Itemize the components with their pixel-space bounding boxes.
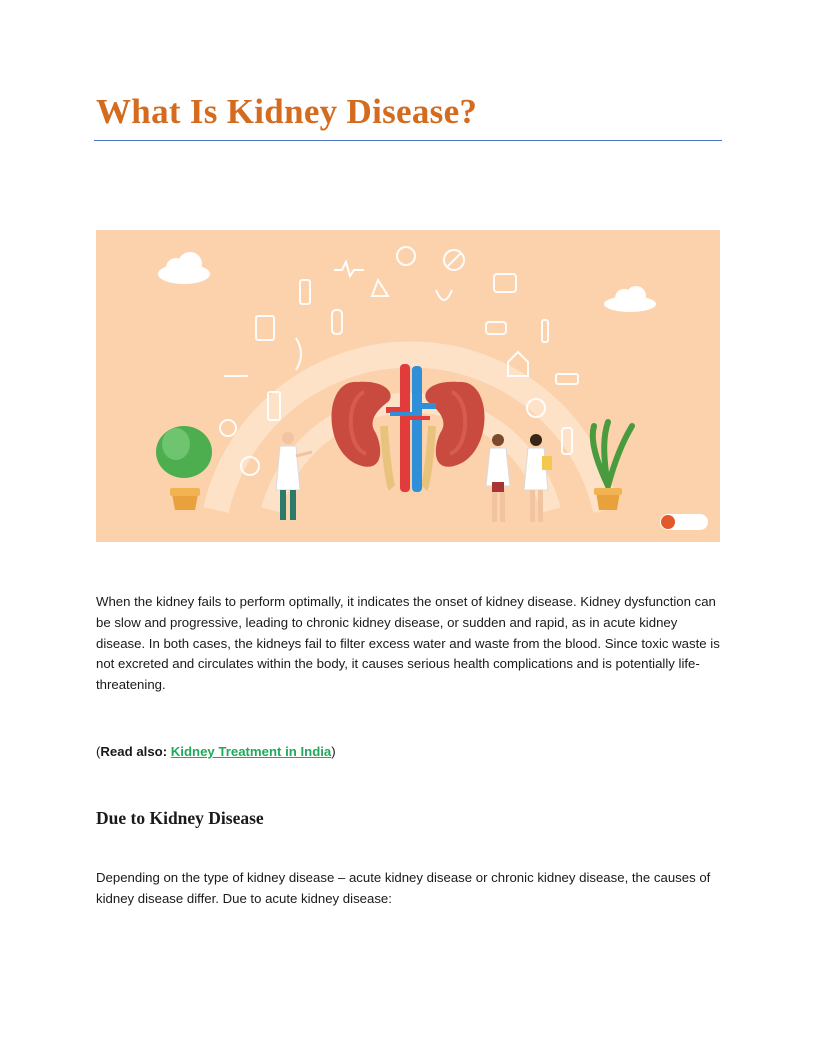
kidney-treatment-link[interactable]: Kidney Treatment in India — [170, 744, 332, 759]
vein — [412, 366, 422, 492]
kidney-illustration — [96, 230, 720, 542]
artery — [400, 364, 410, 492]
read-also-label: Read also: — [100, 744, 171, 759]
open-paren: ( — [96, 744, 101, 759]
read-also-line — [96, 742, 336, 762]
page-title: What Is Kidney Disease? — [96, 92, 478, 131]
paragraph-causes: Depending on the type of kidney disease – acute kidney disease or chronic kidney disease, the causes of kidney disease differ. Due to acute kidney disease: — [96, 870, 711, 906]
paragraph-kidney-disease: When the kidney fails to perform optimally, it indicates the onset of kidney disease. Kidney dysfunction can be slow and progressive, leading to chronic kidney disease, or sudden and rapid, as in acute kidney disease. In both cases, the kidneys fail to filter excess water and waste from the blood. Since toxic waste is not excreted and circulates within the body, it causes serious health complications and is potentially life-threatening. — [96, 594, 720, 693]
gomedii-logo — [660, 514, 708, 530]
title-underline — [94, 140, 722, 141]
section-heading: Due to Kidney Disease — [96, 808, 264, 828]
close-paren: ) — [331, 744, 336, 759]
